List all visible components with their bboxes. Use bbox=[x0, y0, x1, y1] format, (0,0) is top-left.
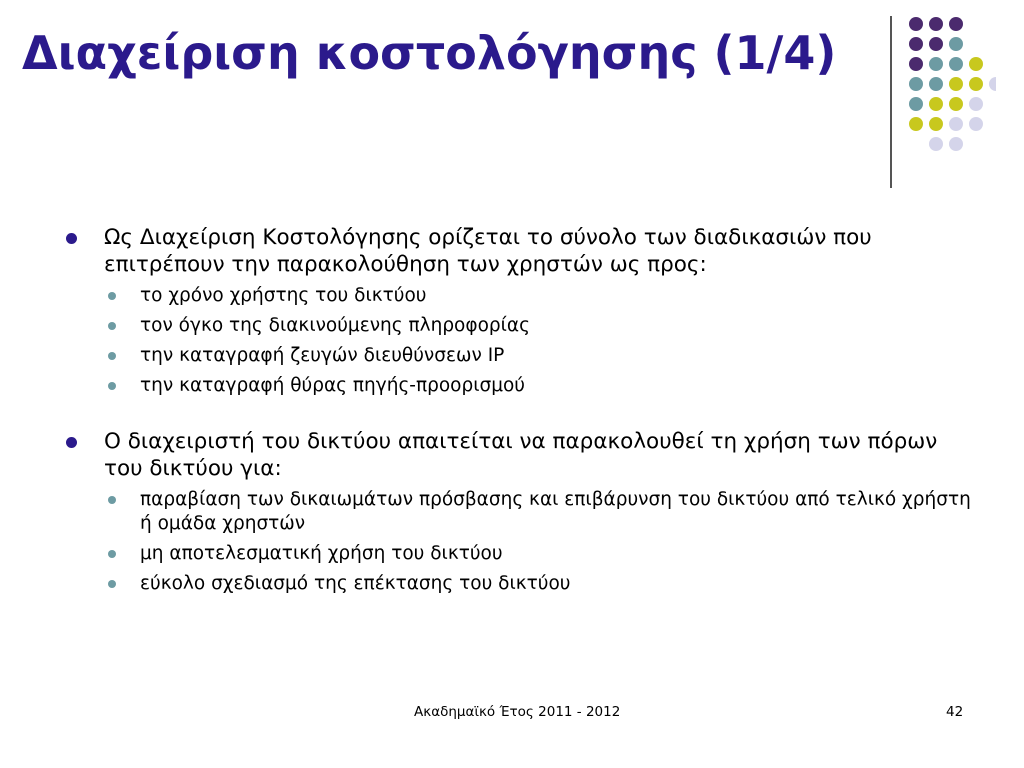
sub-bullet-text: την καταγραφή θύρας πηγής-προορισμού bbox=[140, 375, 526, 396]
bullet-text: Ως Διαχείριση Κοστολόγησης ορίζεται το σύνολο των διαδικασιών που επιτρέπουν την παρακολούθηση των χρηστών ως προς: bbox=[104, 225, 872, 277]
decorative-dot bbox=[909, 37, 923, 51]
sub-bullet-item bbox=[104, 284, 982, 308]
decorative-dot bbox=[929, 57, 943, 71]
decorative-dot bbox=[909, 97, 923, 111]
decorative-dot bbox=[989, 77, 996, 91]
title-divider bbox=[890, 16, 892, 188]
sub-bullet-text: τον όγκο της διακινούμενης πληροφορίας bbox=[140, 315, 530, 336]
sub-bullet-text: μη αποτελεσματική χρήση του δικτύου bbox=[140, 543, 503, 564]
bullet-dot-icon bbox=[66, 437, 77, 448]
sub-bullet-text: το χρόνο χρήστης του δικτύου bbox=[140, 285, 427, 306]
sub-bullet-item bbox=[104, 344, 982, 368]
decorative-dot bbox=[929, 17, 943, 31]
decorative-dot bbox=[949, 97, 963, 111]
decorative-dot bbox=[949, 117, 963, 131]
decorative-dot bbox=[929, 137, 943, 151]
decorative-dot bbox=[929, 37, 943, 51]
slide-content bbox=[62, 224, 982, 602]
decorative-dot bbox=[909, 57, 923, 71]
sub-bullet-item bbox=[104, 314, 982, 338]
sub-bullet-dot-icon bbox=[108, 580, 116, 588]
decorative-dot bbox=[909, 77, 923, 91]
bullet-item bbox=[62, 428, 982, 596]
sub-bullet-dot-icon bbox=[108, 382, 116, 390]
decorative-dot bbox=[969, 57, 983, 71]
decorative-dot bbox=[909, 117, 923, 131]
sub-bullet-item bbox=[104, 542, 982, 566]
sub-bullet-dot-icon bbox=[108, 352, 116, 360]
decorative-dot bbox=[929, 117, 943, 131]
decorative-dot bbox=[969, 97, 983, 111]
sub-list bbox=[104, 284, 982, 398]
decorative-dot bbox=[969, 117, 983, 131]
decorative-dot bbox=[969, 77, 983, 91]
sub-list bbox=[104, 488, 982, 596]
decorative-dot bbox=[929, 77, 943, 91]
decorative-dot bbox=[949, 77, 963, 91]
sub-bullet-text: εύκολο σχεδιασμό της επέκτασης του δικτύου bbox=[140, 573, 571, 594]
sub-bullet-text: την καταγραφή ζευγών διευθύνσεων IP bbox=[140, 345, 505, 366]
sub-bullet-item bbox=[104, 374, 982, 398]
sub-bullet-item bbox=[104, 488, 982, 536]
bullet-item bbox=[62, 224, 982, 398]
decorative-dot-grid bbox=[908, 16, 996, 164]
footer-text: Ακαδημαϊκό Έτος 2011 - 2012 bbox=[414, 704, 621, 720]
decorative-dot bbox=[909, 17, 923, 31]
sub-bullet-item bbox=[104, 572, 982, 596]
decorative-dot bbox=[949, 17, 963, 31]
page-number: 42 bbox=[946, 704, 964, 720]
slide-title: Διαχείριση κοστολόγησης (1/4) bbox=[22, 26, 837, 80]
decorative-dot bbox=[929, 97, 943, 111]
decorative-dot bbox=[949, 137, 963, 151]
sub-bullet-dot-icon bbox=[108, 322, 116, 330]
sub-bullet-dot-icon bbox=[108, 550, 116, 558]
sub-bullet-dot-icon bbox=[108, 292, 116, 300]
sub-bullet-text: παραβίαση των δικαιωμάτων πρόσβασης και επιβάρυνση του δικτύου από τελικό χρήστη ή ομάδα χρηστών bbox=[140, 489, 971, 534]
decorative-dot bbox=[949, 57, 963, 71]
decorative-dot bbox=[949, 37, 963, 51]
sub-bullet-dot-icon bbox=[108, 496, 116, 504]
bullet-text: Ο διαχειριστή του δικτύου απαιτείται να παρακολουθεί τη χρήση των πόρων του δικτύου για: bbox=[104, 429, 938, 481]
bullet-dot-icon bbox=[66, 233, 77, 244]
